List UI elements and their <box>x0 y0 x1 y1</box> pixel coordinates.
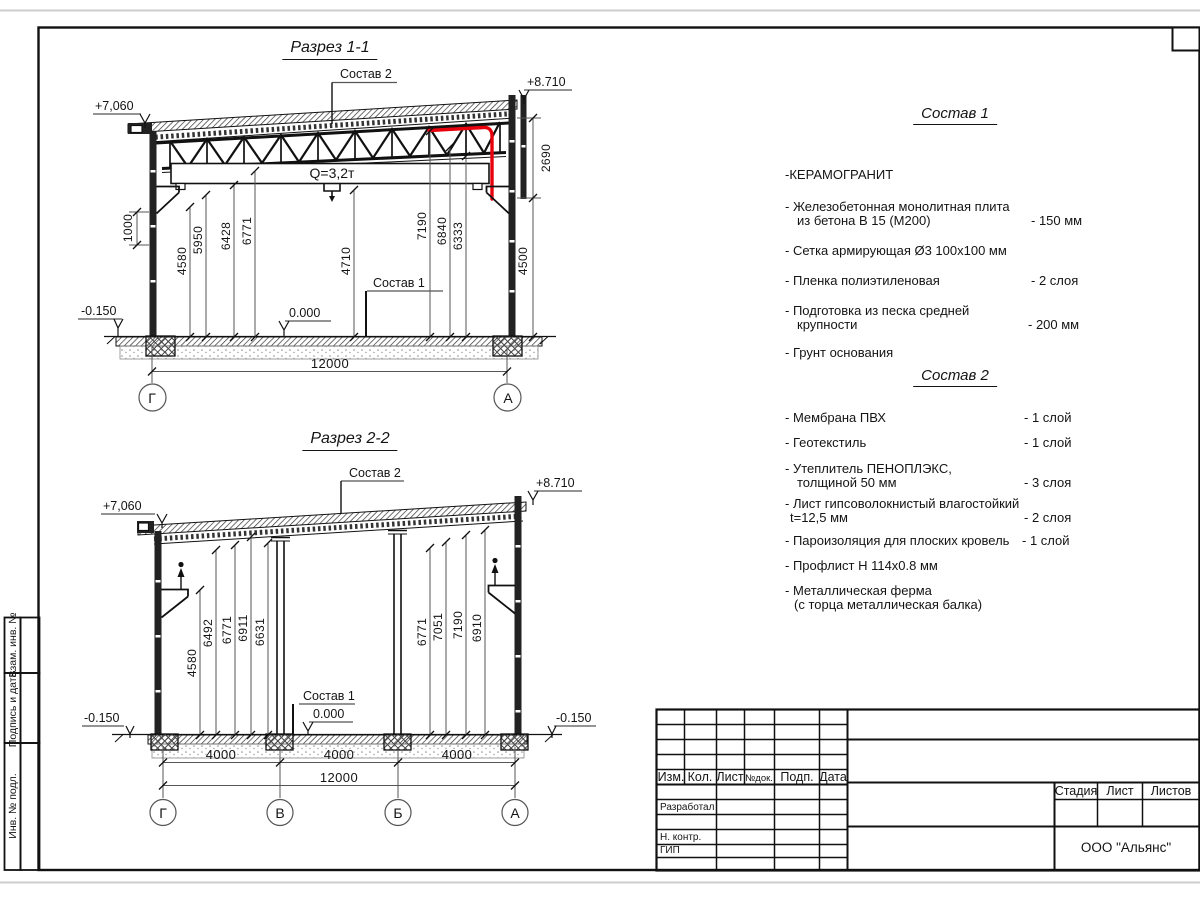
item-text: - Железобетонная монолитная плита <box>785 199 1010 214</box>
section2-sostav2-label: Состав 2 <box>349 466 401 480</box>
crane-capacity-label: Q=3,2т <box>309 165 355 181</box>
elevation-0000: 0.000 <box>289 306 321 320</box>
dim-12000-sec2: 12000 <box>319 770 359 785</box>
dim-6333: 6333 <box>451 221 465 251</box>
dim-2690: 2690 <box>539 143 553 173</box>
tb-col-list: Лист <box>716 770 744 784</box>
tb-col-data: Дата <box>819 770 847 784</box>
grid-bubble-a-sec2: А <box>510 805 520 821</box>
dim-6771-left: 6771 <box>220 615 234 645</box>
tb-stage-listov: Листов <box>1150 784 1192 798</box>
item-value: - 3 слоя <box>1024 474 1072 490</box>
grid-bubble-g-sec1: Г <box>148 390 156 406</box>
sostav1-item <box>785 168 893 182</box>
item-value: - 200 мм <box>1028 316 1080 332</box>
grid-bubble-b-sec2: Б <box>393 805 403 821</box>
dim-1000: 1000 <box>121 213 135 243</box>
dim-6771-right: 6771 <box>415 617 429 647</box>
tb-col-izm: Изм. <box>657 770 685 784</box>
dim-6911: 6911 <box>236 614 250 642</box>
sostav2-item <box>785 584 982 611</box>
dim-bay-3: 4000 <box>441 747 473 762</box>
item-text: - Утеплитель ПЕНОПЛЭКС, <box>785 461 952 476</box>
tb-col-ndok: №док. <box>745 773 773 784</box>
elevation-8710: +8.710 <box>527 75 566 89</box>
stamp-box <box>1173 28 1200 51</box>
section2-sostav1-label: Состав 1 <box>303 689 355 703</box>
item-text: - Геотекстиль <box>785 435 867 450</box>
item-text: - Металлическая ферма <box>785 583 932 598</box>
item-value: - 2 слоя <box>1024 509 1072 525</box>
elevation-minus-0150-right: -0.150 <box>556 711 592 725</box>
dim-bay-1: 4000 <box>205 747 237 762</box>
item-text: - Лист гипсоволокнистый влагостойкий <box>785 496 1020 511</box>
dim-6492: 6492 <box>201 618 215 648</box>
sostav2-item <box>785 559 938 573</box>
dim-5950: 5950 <box>191 225 205 255</box>
dim-6631: 6631 <box>253 617 267 647</box>
sostav2-item <box>785 436 1115 450</box>
item-value: - 1 слой <box>1024 435 1072 450</box>
item-text: - Пленка полиэтиленовая <box>785 273 940 288</box>
elevation-7060-sec2: +7,060 <box>103 499 142 513</box>
item-text: -КЕРАМОГРАНИТ <box>785 167 894 182</box>
dim-6840: 6840 <box>435 216 449 246</box>
dim-6910: 6910 <box>470 613 484 643</box>
item-text: - Пароизоляция для плоских кровель <box>785 533 1010 548</box>
elevation-0000-sec2: 0.000 <box>313 707 345 721</box>
dim-12000-sec1: 12000 <box>310 356 350 371</box>
grid-bubble-g-sec2: Г <box>159 805 167 821</box>
item-text: - Подготовка из песка средней <box>785 303 970 318</box>
strip-podpis-data: Подпись и дата. <box>7 668 19 748</box>
strip-vzam-inv: Взам. инв. № <box>7 612 19 678</box>
tb-organization: ООО "Альянс" <box>1080 840 1172 855</box>
tb-row-gip: ГИП <box>660 845 680 856</box>
grid-bubble-v-sec2: В <box>275 805 285 821</box>
tb-stage-stadiya: Стадия <box>1054 784 1098 798</box>
item-value: - 2 слоя <box>1031 273 1079 288</box>
item-text: - Мембрана ПВХ <box>785 410 886 425</box>
sostav1-item <box>785 274 1115 288</box>
dim-7190-sec2: 7190 <box>451 610 465 640</box>
item-text: - Грунт основания <box>785 345 894 360</box>
elevation-7060: +7,060 <box>95 99 134 113</box>
dim-bay-2: 4000 <box>323 747 355 762</box>
elevation-minus-0150-left: -0.150 <box>84 711 120 725</box>
section1-sostav2-label: Состав 2 <box>340 67 392 81</box>
sostav1-title: Состав 1 <box>913 105 997 125</box>
sostav1-item <box>785 304 1115 331</box>
item-text: - Профлист Н 114х0.8 мм <box>785 558 938 573</box>
tb-row-nkontr: Н. контр. <box>660 832 702 843</box>
dim-4580: 4580 <box>175 246 189 276</box>
section1-title: Разрез 1-1 <box>282 39 377 60</box>
dim-7190: 7190 <box>415 211 429 241</box>
strip-inv-podl: Инв. № подл. <box>7 773 19 839</box>
item-text2: (с торца металлическая балка) <box>794 596 983 612</box>
item-text2: толщиной 50 мм <box>797 474 897 490</box>
sostav2-item <box>785 462 1115 489</box>
dim-6428: 6428 <box>219 221 233 251</box>
sostav2-title: Состав 2 <box>913 367 997 387</box>
item-text: - Сетка армирующая Ø3 100х100 мм <box>785 243 1007 258</box>
section1-sostav1-label: Состав 1 <box>373 276 425 290</box>
dim-4500: 4500 <box>516 246 530 276</box>
sostav2-item <box>785 411 1115 425</box>
dim-7051: 7051 <box>431 612 445 642</box>
dim-4710: 4710 <box>339 246 353 276</box>
elevation-8710-sec2: +8.710 <box>536 476 575 490</box>
tb-col-kol: Кол. <box>687 770 713 784</box>
item-text2: t=12,5 мм <box>790 509 848 525</box>
grid-bubble-a-sec1: А <box>503 390 513 406</box>
elevation-minus-0150: -0.150 <box>81 304 117 318</box>
item-text2: из бетона В 15 (М200) <box>797 212 931 228</box>
sostav1-item <box>785 200 1115 227</box>
item-text2: крупности <box>797 316 858 332</box>
sostav1-item <box>785 346 893 360</box>
tb-row-razrabotal: Разработал <box>660 802 715 813</box>
sostav2-item <box>785 497 1115 524</box>
section2-title: Разрез 2-2 <box>302 430 397 451</box>
dim-4580-sec2: 4580 <box>185 648 199 678</box>
item-value: - 150 мм <box>1031 212 1083 228</box>
sostav1-item <box>785 244 1007 258</box>
sostav2-item <box>785 534 1115 548</box>
dim-6771: 6771 <box>240 216 254 246</box>
item-value: - 1 слой <box>1024 410 1072 425</box>
tb-stage-list: Лист <box>1106 784 1134 798</box>
tb-col-podp: Подп. <box>780 770 814 784</box>
item-value: - 1 слой <box>1022 533 1070 548</box>
